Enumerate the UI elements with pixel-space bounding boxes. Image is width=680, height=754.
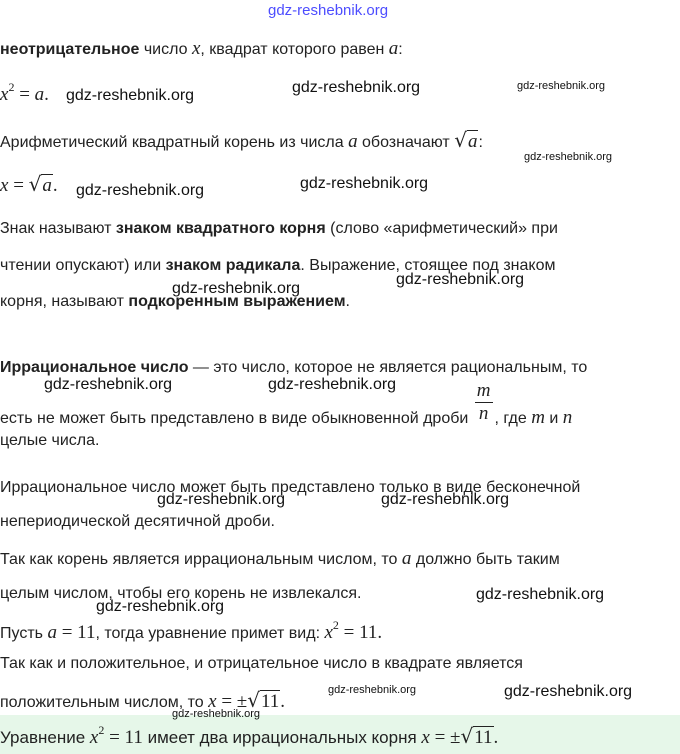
watermark: gdz-reshebnik.org [172, 280, 301, 297]
sqrt-11 [461, 724, 494, 749]
watermark: gdz-reshebnik.org [504, 683, 633, 700]
sqrt-a [29, 172, 53, 197]
text: Так как корень является иррациональным числом, то [0, 551, 402, 568]
root-irrational-line [0, 548, 560, 570]
definition-line [0, 38, 403, 60]
math-m: m [531, 406, 545, 428]
radicand: 11 [474, 727, 493, 748]
text: Так как и положительное, и отрицательное число в квадрате является [0, 655, 523, 672]
text: целые числа. [0, 432, 100, 449]
text: . Выражение, стоящее под знаком [300, 257, 556, 274]
watermark: gdz-reshebnik.org [268, 376, 397, 393]
formula-x-sqrt-a [0, 172, 58, 197]
watermark: gdz-reshebnik.org [524, 151, 613, 163]
watermark: gdz-reshebnik.org [328, 684, 417, 696]
formula-x-squared [0, 80, 49, 106]
text: : [478, 134, 483, 151]
watermark: gdz-reshebnik.org [396, 271, 525, 288]
text: : [398, 41, 403, 58]
equals-pm: = ± [429, 727, 461, 748]
text: , где [494, 409, 532, 427]
numerator: m [476, 380, 491, 401]
radical-sign: √ [247, 688, 260, 712]
bold-term: подкоренным выражением [128, 293, 346, 310]
arith-root-line [0, 128, 483, 153]
radicand: a [467, 131, 478, 152]
math-x: x [0, 84, 9, 105]
watermark: gdz-reshebnik.org [381, 491, 510, 508]
text: . [345, 293, 350, 310]
denominator: n [478, 403, 489, 424]
text: — это число, которое не является рациональным, то [188, 359, 588, 376]
text: имеет два иррациональных корня [142, 728, 422, 747]
text: чтении опускают) или [0, 257, 166, 274]
equals-pm: = ± [216, 691, 248, 712]
text: Иррациональное число может быть представлено только в виде бесконечной [0, 479, 581, 496]
math-n: n [562, 406, 573, 428]
period: . [44, 84, 49, 105]
watermark: gdz-reshebnik.org [292, 79, 421, 96]
radical-sign-line-3 [0, 293, 350, 311]
infinite-fraction-line-2 [0, 513, 275, 531]
text: и [544, 409, 563, 427]
period: . [280, 691, 286, 712]
math-x: x [324, 622, 333, 643]
equals: = [8, 175, 29, 196]
watermark: gdz-reshebnik.org [476, 586, 605, 603]
bold-term: Иррациональное число [0, 359, 189, 376]
bold-term: знаком радикала [165, 257, 301, 274]
math-x: x [191, 38, 201, 59]
text: обозначают [357, 134, 455, 151]
bold-term: неотрицательное [0, 41, 140, 58]
radical-sign: √ [28, 172, 42, 196]
radical-sign: √ [454, 128, 467, 152]
watermark: gdz-reshebnik.org [157, 491, 286, 508]
math-x: x [89, 727, 99, 748]
exponent: 2 [8, 80, 15, 94]
irrational-def-line-3 [0, 432, 99, 450]
math-a: a [388, 38, 399, 59]
watermark: gdz-reshebnik.org [44, 376, 173, 393]
text: должно быть таким [411, 551, 560, 568]
equals-11: = 11 [56, 622, 96, 643]
watermark: gdz-reshebnik.org [96, 598, 225, 615]
top-watermark: gdz-reshebnik.org [268, 2, 389, 19]
watermark: gdz-reshebnik.org [76, 182, 205, 199]
sign-line [0, 655, 523, 673]
text: непериодической десятичной дроби. [0, 513, 275, 530]
bold-term: знаком квадратного корня [115, 220, 326, 237]
period: . [52, 175, 58, 196]
math-a: a [34, 84, 45, 105]
text: число [139, 41, 192, 58]
answer-line [0, 723, 498, 749]
math-a: a [401, 548, 412, 569]
equals-11: = 11 [338, 622, 378, 643]
period: . [377, 622, 383, 643]
radical-sign-line [0, 220, 558, 238]
irrational-def-line [0, 359, 587, 377]
math-x: x [0, 175, 9, 196]
text: Арифметический квадратный корень из числа [0, 134, 349, 151]
irrational-def-line-2 [0, 380, 573, 428]
radicand: 11 [260, 691, 280, 712]
math-a: a [348, 131, 358, 152]
radicand: a [42, 175, 52, 196]
math-x: x [208, 691, 217, 712]
equals: = [14, 84, 35, 105]
text: , тогда уравнение примет вид: [95, 625, 325, 642]
watermark: gdz-reshebnik.org [300, 175, 429, 192]
math-a: a [47, 622, 57, 643]
exponent: 2 [98, 723, 105, 737]
text: Пусть [0, 625, 48, 642]
text: Уравнение [0, 728, 90, 747]
fraction-m-n [475, 380, 493, 425]
math-x: x [421, 727, 430, 748]
text: , квадрат которого равен [200, 41, 389, 58]
let-a-line [0, 618, 382, 644]
text: есть не может быть представлено в виде обыкновенной дроби [0, 409, 473, 427]
radical-sign: √ [460, 724, 474, 748]
text: корня, называют [0, 293, 129, 310]
exponent: 2 [332, 618, 339, 632]
watermark: gdz-reshebnik.org [517, 80, 606, 92]
text: целым числом, чтобы его корень не извлекался. [0, 585, 362, 602]
watermark: gdz-reshebnik.org [172, 708, 261, 720]
equals-11: = 11 [104, 727, 143, 748]
text: Знак называют [0, 220, 116, 237]
period: . [493, 727, 499, 748]
sqrt-a [454, 128, 478, 153]
text: (слово «арифметический» при [325, 220, 558, 237]
text: положительным числом, то [0, 694, 209, 711]
watermark: gdz-reshebnik.org [66, 87, 195, 104]
